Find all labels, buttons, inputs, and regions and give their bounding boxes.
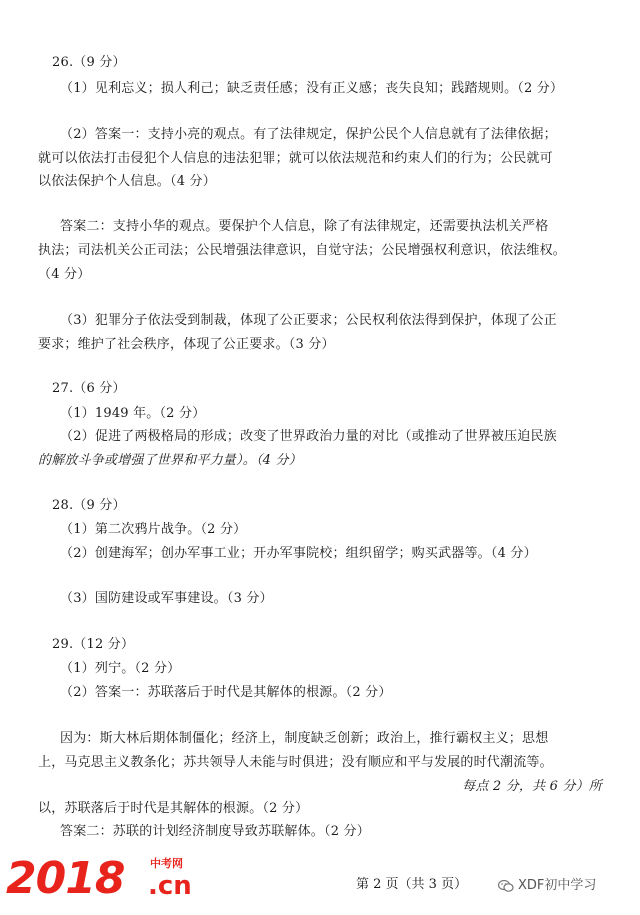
q26-part3-line2: 要求；维护了社会秩序，体现了公正要求。（3 分） bbox=[38, 337, 335, 352]
q29-reason-line2: 上，马克思主义教条化；苏共领导人未能与时俱进；没有顺应和平与发展的时代潮流等。 bbox=[38, 755, 553, 770]
zhongkao-logo bbox=[6, 853, 216, 905]
q27-part2-line2: 的解放斗争或增强了世界和平力量）。（4 分） bbox=[38, 453, 302, 468]
q26-answer2-line1: 答案二：支持小华的观点。要保护个人信息，除了有法律规定，还需要执法机关严格 bbox=[60, 219, 549, 234]
q29-part1: （1）列宁。（2 分） bbox=[60, 661, 181, 676]
q29-reason-line4: 以，苏联落后于时代是其解体的根源。（2 分） bbox=[38, 801, 309, 816]
q29-reason-line1: 因为：斯大林后期体制僵化；经济上，制度缺乏创新；政治上，推行霸权主义；思想 bbox=[60, 731, 549, 746]
logo-domain: .cn bbox=[148, 871, 192, 901]
q26-part3-line1: （3）犯罪分子依法受到制裁，体现了公正要求；公民权利依法得到保护，体现了公正 bbox=[60, 313, 557, 328]
q28-part1: （1）第二次鸦片战争。（2 分） bbox=[60, 522, 247, 537]
q26-part2-line3: 以依法保护个人信息。（4 分） bbox=[38, 174, 216, 189]
q26-header: 26.（9 分） bbox=[52, 55, 126, 70]
q29-answer2: 答案二：苏联的计划经济制度导致苏联解体。（2 分） bbox=[60, 824, 370, 839]
q29-part2: （2）答案一：苏联落后于时代是其解体的根源。（2 分） bbox=[60, 685, 392, 700]
q29-reason-line3: 每点 2 分，共 6 分）所 bbox=[462, 779, 602, 794]
q27-part2-line1: （2）促进了两极格局的形成；改变了世界政治力量的对比（或推动了世界被压迫民族 bbox=[60, 429, 557, 444]
q28-part2: （2）创建海军；创办军事工业；开办军事院校；组织留学；购买武器等。（4 分） bbox=[60, 546, 537, 561]
q26-part1: （1）见利忘义；损人利己；缺乏责任感；没有正义感；丧失良知；践踏规则。（2 分） bbox=[60, 81, 564, 96]
q29-header: 29.（12 分） bbox=[52, 637, 135, 652]
q28-header: 28.（9 分） bbox=[52, 498, 126, 513]
q27-part1: （1）1949 年。（2 分） bbox=[60, 406, 206, 421]
logo-number: 2018 bbox=[6, 853, 125, 904]
q26-answer2-line3: （4 分） bbox=[38, 267, 91, 282]
q26-answer2-line2: 执法；司法机关公正司法；公民增强法律意识，自觉守法；公民增强权利意识，依法维权。 bbox=[38, 243, 567, 258]
page-number: 第 2 页（共 3 页） bbox=[356, 877, 468, 892]
wechat-icon bbox=[498, 879, 514, 893]
q26-part2-line2: 就可以依法打击侵犯个人信息的违法犯罪；就可以依法规范和约束人们的行为；公民就可 bbox=[38, 151, 553, 166]
q26-part2-line1: （2）答案一：支持小亮的观点。有了法律规定，保护公民个人信息就有了法律依据； bbox=[60, 127, 557, 142]
q27-header: 27.（6 分） bbox=[52, 381, 126, 396]
logo-tag: 中考网 bbox=[150, 857, 183, 870]
q28-part3: （3）国防建设或军事建设。（3 分） bbox=[60, 591, 273, 606]
wechat-account-name: XDF初中学习 bbox=[518, 878, 597, 893]
